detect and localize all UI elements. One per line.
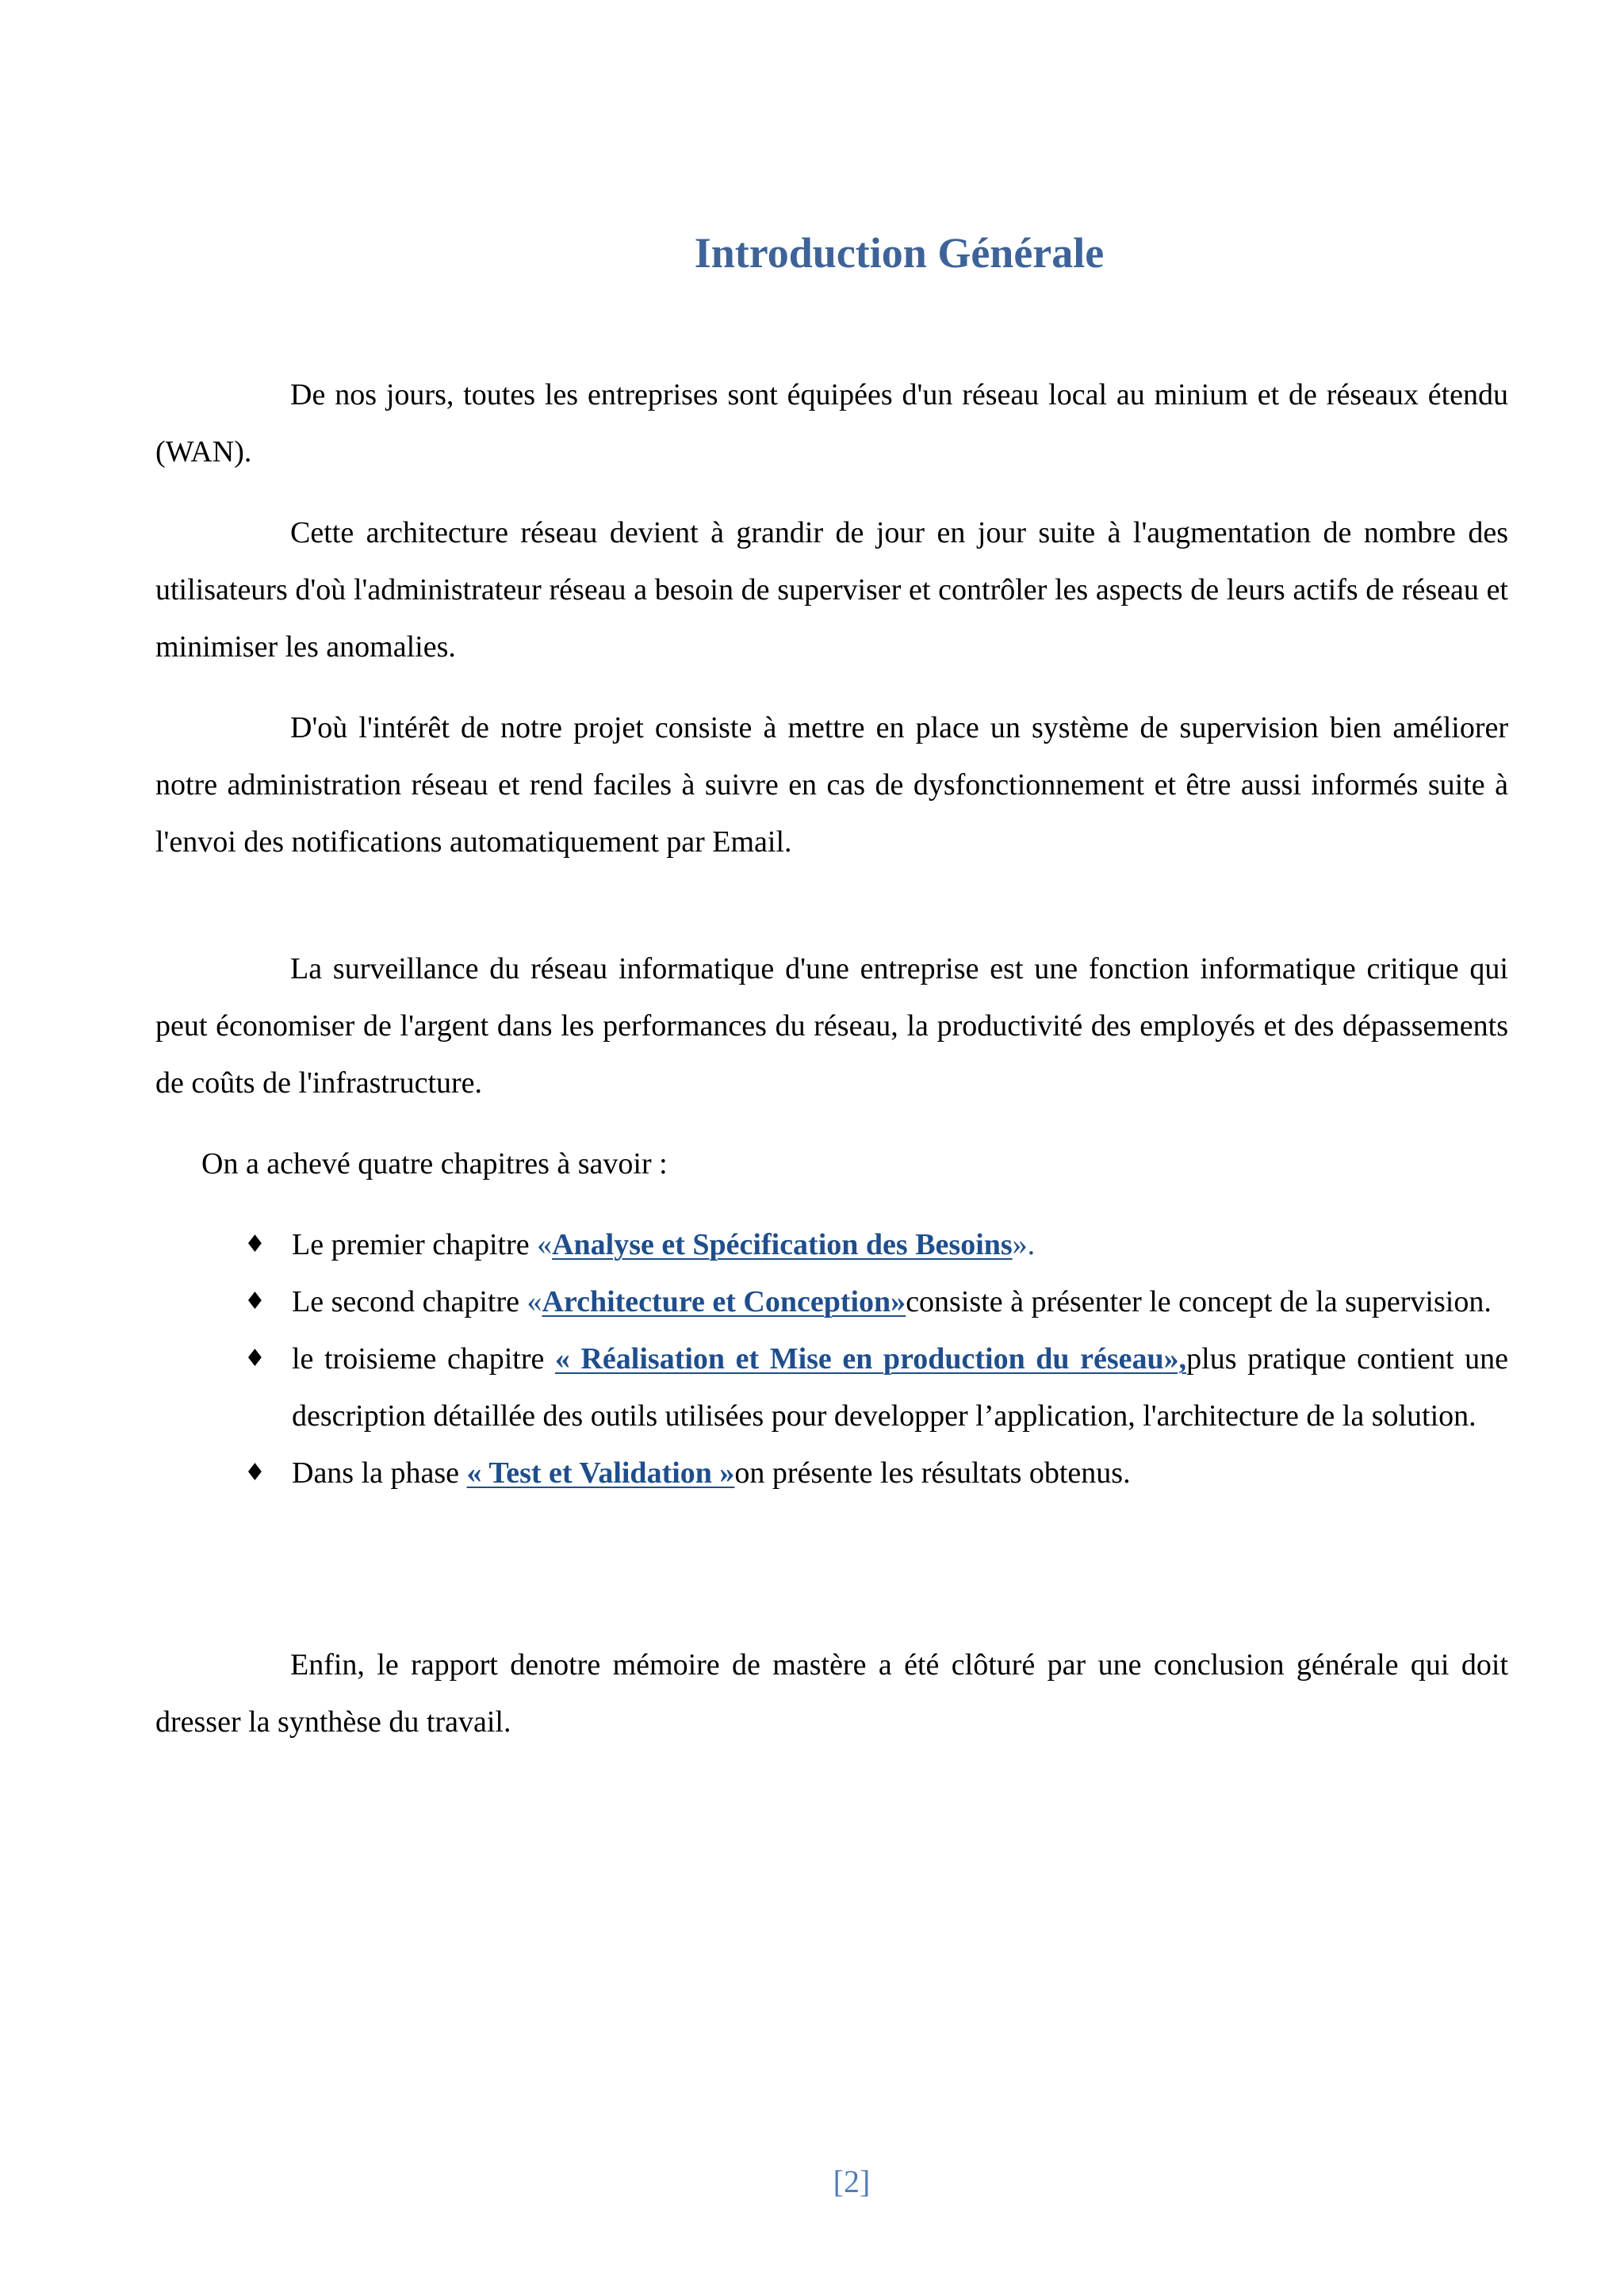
chapter-4-suffix: on présente les résultats obtenus.	[734, 1456, 1131, 1490]
conclusion-paragraph: Enfin, le rapport denotre mémoire de mastère a été clôturé par une conclusion générale qui doit dresser la synthèse du travail.	[155, 1648, 1508, 1739]
chapter-item-4	[155, 1445, 1508, 1502]
paragraph-1: De nos jours, toutes les entreprises sont équipées d'un réseau local au minium et de réseaux étendu (WAN).	[155, 378, 1508, 469]
diamond-bullet-icon: ♦	[244, 1345, 266, 1372]
chapter-3-prefix: le troisieme chapitre	[292, 1342, 555, 1376]
chapter-2-link[interactable]: Architecture et Conception»	[542, 1285, 906, 1318]
chapter-2-suffix: consiste à présenter le concept de la supervision.	[906, 1285, 1492, 1318]
chapter-2-open-quote: «	[527, 1285, 542, 1318]
paragraph-2: Cette architecture réseau devient à grandir de jour en jour suite à l'augmentation de nombre des utilisateurs d'où l'administrateur réseau a besoin de superviser et contrôler les aspects de leurs actifs de réseau et minimiser les anomalies.	[155, 516, 1508, 664]
page-title: Introduction Générale	[694, 229, 1105, 277]
diamond-bullet-icon: ♦	[244, 1230, 266, 1258]
chapter-item-1	[155, 1216, 1508, 1273]
document-body	[155, 366, 1508, 1751]
page-number: [2]	[833, 2164, 871, 2199]
paragraph-4: La surveillance du réseau informatique d'une entreprise est une fonction informatique critique qui peut économiser de l'argent dans les performances du réseau, la productivité des employés et des dépassements de coûts de l'infrastructure.	[155, 952, 1508, 1100]
diamond-bullet-icon: ♦	[244, 1459, 266, 1487]
chapter-item-2	[155, 1273, 1508, 1330]
chapter-4-prefix: Dans la phase	[292, 1456, 467, 1490]
chapters-intro: On a achevé quatre chapitres à savoir :	[201, 1147, 668, 1181]
chapter-3-link[interactable]: « Réalisation et Mise en production du réseau»,	[554, 1342, 1187, 1376]
chapter-1-link[interactable]: Analyse et Spécification des Besoins	[552, 1228, 1013, 1261]
diamond-bullet-icon: ♦	[244, 1288, 266, 1315]
chapter-list	[155, 1216, 1508, 1502]
chapter-1-prefix: Le premier chapitre	[292, 1228, 538, 1261]
chapter-3-suffix: plus pratique contient une description détaillée des outils utilisées pour developper l’application, l'architecture de la solution.	[292, 1342, 1508, 1433]
chapter-1-close-quote: ».	[1012, 1228, 1036, 1261]
paragraph-3: D'où l'intérêt de notre projet consiste à mettre en place un système de supervision bien améliorer notre administration réseau et rend faciles à suivre en cas de dysfonctionnement et être aussi informés suite à l'envoi des notifications automatiquement par Email.	[155, 711, 1508, 859]
chapter-4-link[interactable]: « Test et Validation »	[466, 1456, 735, 1490]
chapter-item-3	[155, 1330, 1508, 1445]
chapter-2-prefix: Le second chapitre	[292, 1285, 527, 1318]
chapter-1-open-quote: «	[537, 1228, 553, 1261]
